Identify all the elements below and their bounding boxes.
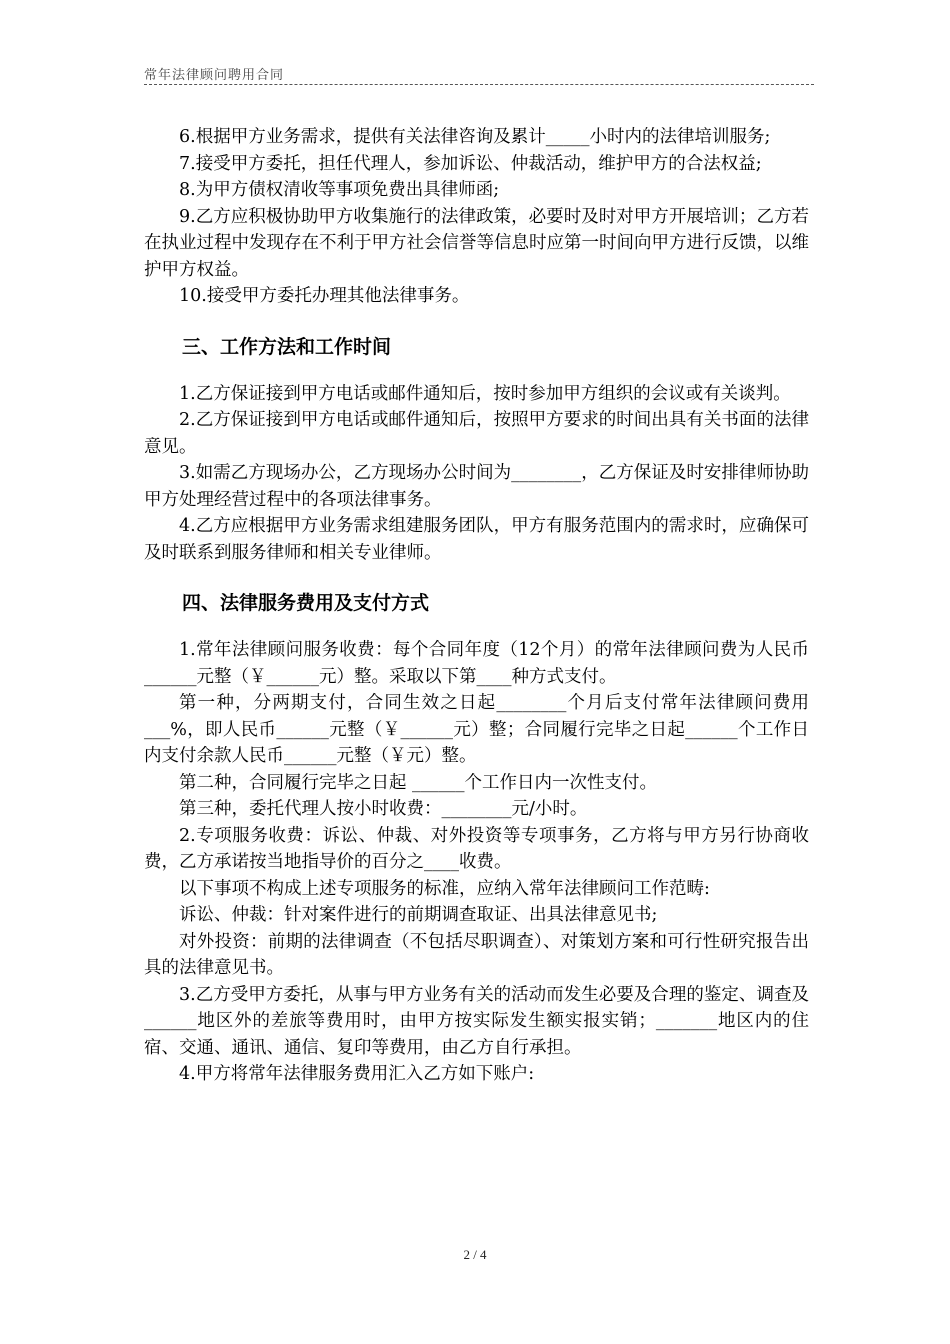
clause-paragraph: 7.接受甲方委托，担任代理人，参加诉讼、仲裁活动，维护甲方的合法权益; [179, 153, 762, 174]
clause-paragraph: 对外投资：前期的法律调查（不包括尽职调查）、对策划方案和可行性研究报告出具的法律意见书。 [144, 931, 809, 978]
section-spacer [144, 361, 809, 381]
clause-paragraph: 3.乙方受甲方委托，从事与甲方业务有关的活动而发生必要及合理的鉴定、调查及______地区外的差旅等费用时，由甲方按实际发生额实报实销；_______地区内的住宿、交通、通讯、通信、复印等费用，由乙方自行承担。 [144, 984, 809, 1058]
clause-paragraph: 4.甲方将常年法律服务费用汇入乙方如下账户: [179, 1064, 535, 1084]
clause-paragraph: 第二种，合同履行完毕之日起 ______个工作日内一次性支付。 [179, 772, 658, 793]
clause-paragraph: 4.乙方应根据甲方业务需求组建服务团队，甲方有服务范围内的需求时，应确保可及时联系到服务律师和相关专业律师。 [144, 516, 809, 563]
clause-paragraph: 第三种，委托代理人按小时收费：________元/小时。 [179, 799, 588, 819]
section-spacer [144, 566, 809, 589]
clause-paragraph: 3.如需乙方现场办公，乙方现场办公时间为________，乙方保证及时安排律师协助甲方处理经营过程中的各项法律事务。 [144, 463, 809, 510]
clause-paragraph: 2.乙方保证接到甲方电话或邮件通知后，按照甲方要求的时间出具有关书面的法律意见。 [144, 410, 809, 457]
clause-paragraph: 1.常年法律顾问服务收费：每个合同年度（12个月）的常年法律顾问费为人民币______元整（￥______元）整。采取以下第____种方式支付。 [144, 640, 809, 687]
clause-paragraph: 8.为甲方债权清收等事项免费出具律师函; [179, 180, 500, 200]
clause-paragraph: 诉讼、仲裁：针对案件进行的前期调查取证、出具法律意见书; [179, 905, 658, 925]
clause-paragraph: 6.根据甲方业务需求，提供有关法律咨询及累计_____小时内的法律培训服务; [179, 127, 771, 147]
page-header-title: 常年法律顾问聘用合同 [144, 68, 285, 83]
page-number: 2 / 4 [463, 1247, 487, 1262]
section-heading: 四、法律服务费用及支付方式 [182, 592, 430, 614]
clause-paragraph: 9.乙方应积极协助甲方收集施行的法律政策，必要时及时对甲方开展培训；乙方若在执业过程中发现存在不利于甲方社会信誉等信息时应第一时间向甲方进行反馈，以维护甲方权益。 [144, 206, 809, 280]
clause-paragraph: 2.专项服务收费：诉讼、仲裁、对外投资等专项事务，乙方将与甲方另行协商收费，乙方承诺按当地指导价的百分之____收费。 [144, 825, 809, 872]
clause-paragraph: 1.乙方保证接到甲方电话或邮件通知后，按时参加甲方组织的会议或有关谈判。 [179, 383, 791, 404]
clause-paragraph: 以下事项不构成上述专项服务的标准，应纳入常年法律顾问工作范畴: [179, 878, 710, 899]
header-divider [144, 84, 814, 85]
section-heading: 三、工作方法和工作时间 [182, 335, 392, 358]
section-spacer [144, 310, 809, 333]
section-spacer [144, 617, 809, 637]
clause-paragraph: 10.接受甲方委托办理其他法律事务。 [179, 286, 470, 306]
document-body [144, 124, 809, 1088]
clause-paragraph: 第一种，分两期支付，合同生效之日起________个月后支付常年法律顾问费用___%，即人民币______元整（￥______元）整；合同履行完毕之日起______个工作日内支付余款人民币______元整（￥元）整。 [144, 693, 809, 766]
